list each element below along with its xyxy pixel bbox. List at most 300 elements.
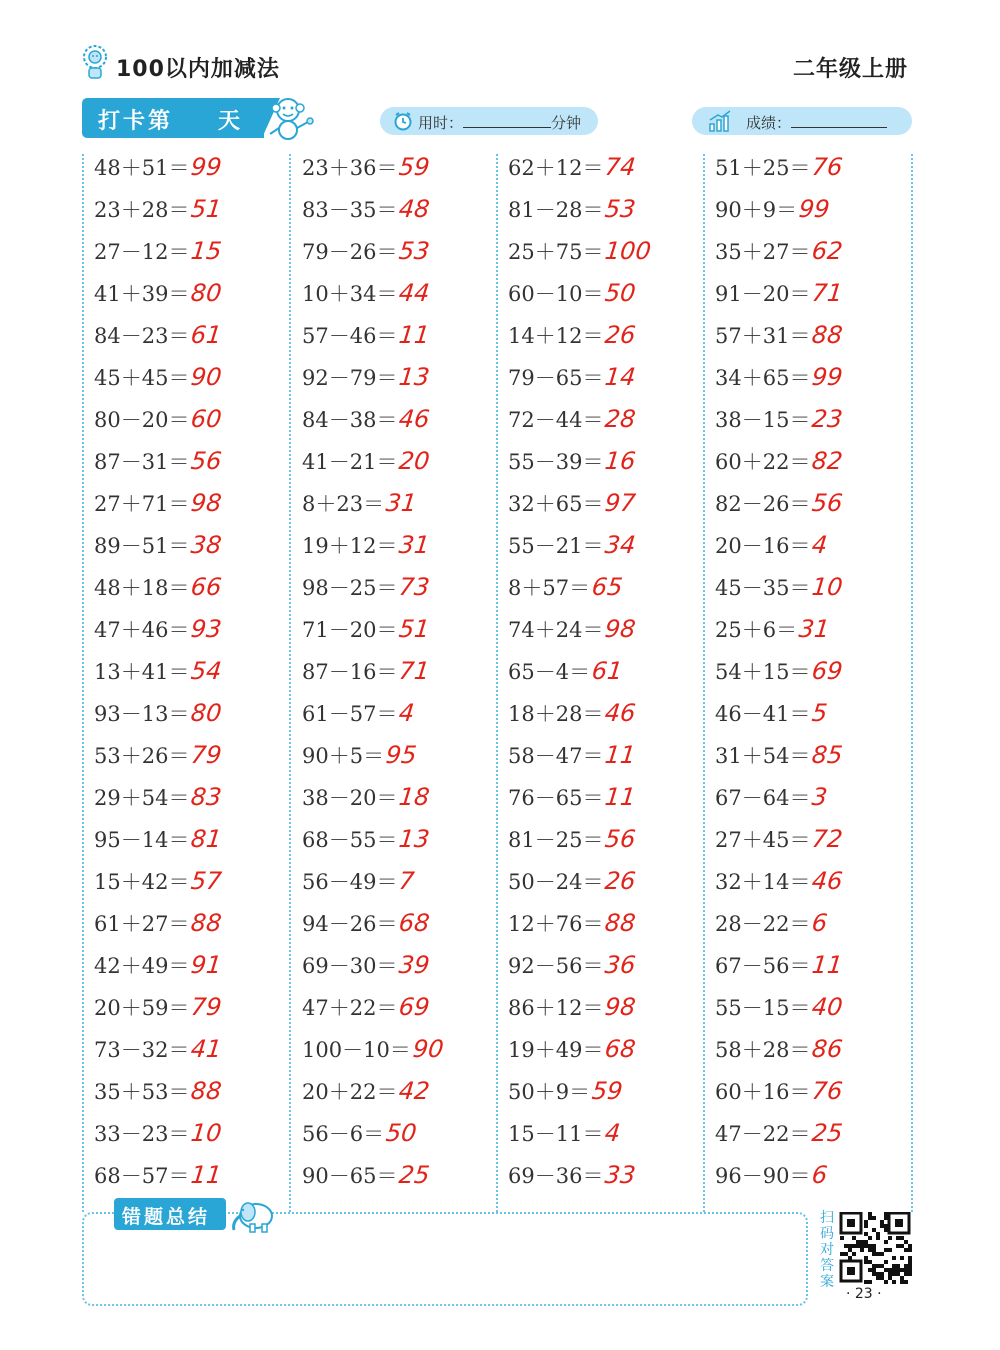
problem-equation: 74＋24＝: [508, 618, 604, 642]
problem-equation: 15－11＝: [508, 1122, 604, 1146]
problem-row: [94, 818, 284, 860]
handwritten-answer: 80: [189, 699, 224, 727]
handwritten-answer: 59: [590, 1077, 625, 1105]
handwritten-answer: 42: [397, 1077, 432, 1105]
column-divider: [496, 154, 498, 1212]
problem-equation: 60＋22＝: [715, 450, 811, 474]
problem-equation: 94－26＝: [302, 912, 398, 936]
page-number: · 23 ·: [846, 1286, 882, 1302]
problem-row: [715, 146, 907, 188]
problem-equation: 86＋12＝: [508, 996, 604, 1020]
checkin-prefix: 打卡第: [98, 109, 174, 134]
problem-row: [94, 398, 284, 440]
handwritten-answer: 68: [397, 909, 432, 937]
handwritten-answer: 46: [603, 699, 638, 727]
problem-row: [715, 440, 907, 482]
time-blank[interactable]: [463, 112, 551, 128]
handwritten-answer: 61: [590, 657, 625, 685]
problem-equation: 27＋45＝: [715, 828, 811, 852]
problem-row: [508, 692, 698, 734]
problem-row: [508, 398, 698, 440]
time-unit: 分钟: [551, 114, 582, 132]
handwritten-answer: 25: [397, 1161, 432, 1189]
handwritten-answer: 41: [189, 1035, 224, 1063]
handwritten-answer: 38: [189, 531, 224, 559]
handwritten-answer: 85: [810, 741, 845, 769]
problem-equation: 15＋42＝: [94, 870, 190, 894]
problem-row: [94, 692, 284, 734]
handwritten-answer: 11: [810, 951, 845, 979]
problem-equation: 47＋46＝: [94, 618, 190, 642]
problem-equation: 65－4＝: [508, 660, 591, 684]
problem-row: [715, 902, 907, 944]
problem-equation: 68－57＝: [94, 1164, 190, 1188]
handwritten-answer: 3: [810, 783, 830, 811]
handwritten-answer: 53: [603, 195, 638, 223]
problem-row: [302, 692, 492, 734]
problem-row: [508, 1154, 698, 1196]
handwritten-answer: 20: [397, 447, 432, 475]
problem-row: [94, 1070, 284, 1112]
problem-row: [508, 1112, 698, 1154]
handwritten-answer: 90: [189, 363, 224, 391]
handwritten-answer: 69: [810, 657, 845, 685]
problem-equation: 13＋41＝: [94, 660, 190, 684]
handwritten-answer: 90: [411, 1035, 445, 1063]
qr-code-icon[interactable]: [838, 1212, 914, 1284]
problem-equation: 69－30＝: [302, 954, 398, 978]
problem-equation: 34＋65＝: [715, 366, 811, 390]
problem-equation: 84－38＝: [302, 408, 398, 432]
problem-row: [508, 566, 698, 608]
problem-equation: 87－31＝: [94, 450, 190, 474]
handwritten-answer: 15: [189, 237, 224, 265]
handwritten-answer: 50: [384, 1119, 419, 1147]
handwritten-answer: 4: [603, 1119, 623, 1147]
handwritten-answer: 11: [603, 783, 638, 811]
problem-row: [302, 314, 492, 356]
problem-row: [715, 230, 907, 272]
handwritten-answer: 91: [189, 951, 224, 979]
handwritten-answer: 16: [603, 447, 638, 475]
problem-equation: 12＋76＝: [508, 912, 604, 936]
problem-row: [508, 440, 698, 482]
column-divider: [289, 154, 291, 1212]
problem-equation: 60－10＝: [508, 282, 604, 306]
problem-row: [94, 734, 284, 776]
problem-row: [302, 734, 492, 776]
problem-equation: 55－21＝: [508, 534, 604, 558]
handwritten-answer: 10: [189, 1119, 224, 1147]
problem-row: [302, 230, 492, 272]
handwritten-answer: 88: [189, 1077, 224, 1105]
problem-row: [94, 1112, 284, 1154]
problem-row: [94, 1154, 284, 1196]
problem-row: [302, 524, 492, 566]
handwritten-answer: 68: [603, 1035, 638, 1063]
problem-row: [508, 314, 698, 356]
problem-row: [302, 146, 492, 188]
problem-equation: 81－28＝: [508, 198, 604, 222]
problem-equation: 25＋6＝: [715, 618, 798, 642]
problem-row: [508, 230, 698, 272]
checkin-suffix: 天: [218, 109, 241, 134]
problem-equation: 84－23＝: [94, 324, 190, 348]
problem-equation: 83－35＝: [302, 198, 398, 222]
handwritten-answer: 60: [189, 405, 224, 433]
problem-row: [94, 482, 284, 524]
handwritten-answer: 10: [810, 573, 845, 601]
problem-row: [715, 566, 907, 608]
problem-equation: 71－20＝: [302, 618, 398, 642]
handwritten-answer: 82: [810, 447, 845, 475]
problem-equation: 20＋22＝: [302, 1080, 398, 1104]
problem-equation: 92－79＝: [302, 366, 398, 390]
handwritten-answer: 65: [590, 573, 625, 601]
problem-row: [94, 440, 284, 482]
problem-equation: 10＋34＝: [302, 282, 398, 306]
score-label: 成绩：: [746, 114, 792, 132]
handwritten-answer: 66: [189, 573, 224, 601]
problem-equation: 27－12＝: [94, 240, 190, 264]
problem-row: [94, 230, 284, 272]
handwritten-answer: 54: [189, 657, 224, 685]
problem-equation: 29＋54＝: [94, 786, 190, 810]
problem-row: [508, 734, 698, 776]
problem-equation: 56－6＝: [302, 1122, 385, 1146]
problem-row: [302, 356, 492, 398]
problem-equation: 38－20＝: [302, 786, 398, 810]
handwritten-answer: 6: [810, 1161, 830, 1189]
problem-equation: 67－56＝: [715, 954, 811, 978]
handwritten-answer: 93: [189, 615, 224, 643]
handwritten-answer: 31: [397, 531, 432, 559]
handwritten-answer: 57: [189, 867, 224, 895]
problem-row: [715, 776, 907, 818]
problem-equation: 79－65＝: [508, 366, 604, 390]
problem-equation: 47＋22＝: [302, 996, 398, 1020]
problem-equation: 57＋31＝: [715, 324, 811, 348]
problem-equation: 62＋12＝: [508, 156, 604, 180]
handwritten-answer: 74: [603, 153, 638, 181]
chart-icon: [708, 110, 732, 132]
handwritten-answer: 7: [397, 867, 417, 895]
problem-column-2: [302, 146, 492, 1196]
problem-equation: 61＋27＝: [94, 912, 190, 936]
mistake-summary-label: 错题总结: [122, 1206, 211, 1228]
score-blank[interactable]: [791, 112, 887, 128]
problem-row: [508, 902, 698, 944]
problem-column-4: [715, 146, 907, 1196]
problem-equation: 14＋12＝: [508, 324, 604, 348]
problem-row: [94, 188, 284, 230]
grade-label: 二年级上册: [792, 57, 908, 82]
handwritten-answer: 71: [397, 657, 432, 685]
handwritten-answer: 100: [603, 237, 653, 265]
handwritten-answer: 62: [810, 237, 845, 265]
problem-row: [715, 650, 907, 692]
problem-equation: 55－15＝: [715, 996, 811, 1020]
handwritten-answer: 6: [810, 909, 830, 937]
problem-row: [508, 188, 698, 230]
problem-row: [302, 776, 492, 818]
problem-equation: 58－47＝: [508, 744, 604, 768]
handwritten-answer: 88: [189, 909, 224, 937]
problem-equation: 56－49＝: [302, 870, 398, 894]
problem-equation: 33－23＝: [94, 1122, 190, 1146]
problem-equation: 72－44＝: [508, 408, 604, 432]
problem-equation: 48＋18＝: [94, 576, 190, 600]
problem-row: [302, 818, 492, 860]
handwritten-answer: 44: [397, 279, 432, 307]
handwritten-answer: 34: [603, 531, 638, 559]
handwritten-answer: 56: [810, 489, 845, 517]
handwritten-answer: 98: [603, 993, 638, 1021]
problem-row: [715, 1028, 907, 1070]
problem-equation: 23＋28＝: [94, 198, 190, 222]
problem-equation: 51＋25＝: [715, 156, 811, 180]
handwritten-answer: 46: [397, 405, 432, 433]
problem-row: [508, 1070, 698, 1112]
column-divider: [911, 154, 913, 1212]
handwritten-answer: 76: [810, 153, 845, 181]
problem-row: [94, 860, 284, 902]
problem-equation: 35＋53＝: [94, 1080, 190, 1104]
problem-row: [715, 860, 907, 902]
handwritten-answer: 51: [189, 195, 224, 223]
problem-row: [302, 1028, 492, 1070]
problem-equation: 47－22＝: [715, 1122, 811, 1146]
handwritten-answer: 80: [189, 279, 224, 307]
problem-row: [94, 356, 284, 398]
handwritten-answer: 11: [397, 321, 432, 349]
problem-equation: 69－36＝: [508, 1164, 604, 1188]
problem-equation: 23＋36＝: [302, 156, 398, 180]
problem-row: [302, 1112, 492, 1154]
problem-equation: 98－25＝: [302, 576, 398, 600]
problem-row: [302, 566, 492, 608]
problem-equation: 48＋51＝: [94, 156, 190, 180]
problem-row: [302, 188, 492, 230]
problem-row: [715, 1154, 907, 1196]
problem-row: [302, 986, 492, 1028]
handwritten-answer: 4: [810, 531, 830, 559]
problem-row: [508, 146, 698, 188]
problem-row: [94, 566, 284, 608]
handwritten-answer: 13: [397, 363, 432, 391]
handwritten-answer: 79: [189, 741, 224, 769]
problem-equation: 89－51＝: [94, 534, 190, 558]
clock-icon: [393, 111, 413, 131]
problem-equation: 61－57＝: [302, 702, 398, 726]
problem-row: [508, 1028, 698, 1070]
score-label-row: [746, 112, 887, 133]
problem-equation: 68－55＝: [302, 828, 398, 852]
problem-row: [302, 608, 492, 650]
handwritten-answer: 4: [397, 699, 417, 727]
problem-equation: 27＋71＝: [94, 492, 190, 516]
handwritten-answer: 69: [397, 993, 432, 1021]
problem-equation: 35＋27＝: [715, 240, 811, 264]
problem-row: [508, 356, 698, 398]
handwritten-answer: 56: [603, 825, 638, 853]
monkey-icon: [264, 94, 316, 142]
problem-equation: 90－65＝: [302, 1164, 398, 1188]
problem-equation: 19＋49＝: [508, 1038, 604, 1062]
handwritten-answer: 36: [603, 951, 638, 979]
problem-row: [715, 314, 907, 356]
handwritten-answer: 40: [810, 993, 845, 1021]
handwritten-answer: 26: [603, 867, 638, 895]
handwritten-answer: 18: [397, 783, 432, 811]
problem-equation: 55－39＝: [508, 450, 604, 474]
problem-row: [715, 1070, 907, 1112]
problem-row: [302, 440, 492, 482]
problem-equation: 60＋16＝: [715, 1080, 811, 1104]
handwritten-answer: 53: [397, 237, 432, 265]
handwritten-answer: 31: [797, 615, 832, 643]
handwritten-answer: 99: [810, 363, 845, 391]
elephant-icon: [226, 1196, 282, 1234]
problem-column-1: [94, 146, 284, 1196]
problem-row: [508, 650, 698, 692]
handwritten-answer: 88: [810, 321, 845, 349]
problem-row: [508, 524, 698, 566]
handwritten-answer: 61: [189, 321, 224, 349]
handwritten-answer: 5: [810, 699, 830, 727]
problem-equation: 79－26＝: [302, 240, 398, 264]
problem-equation: 82－26＝: [715, 492, 811, 516]
problem-equation: 87－16＝: [302, 660, 398, 684]
problem-row: [94, 902, 284, 944]
handwritten-answer: 99: [797, 195, 832, 223]
problem-row: [94, 1028, 284, 1070]
handwritten-answer: 33: [603, 1161, 638, 1189]
problem-row: [302, 398, 492, 440]
handwritten-answer: 98: [603, 615, 638, 643]
problem-equation: 80－20＝: [94, 408, 190, 432]
handwritten-answer: 50: [603, 279, 638, 307]
problem-equation: 45＋45＝: [94, 366, 190, 390]
problem-row: [508, 860, 698, 902]
handwritten-answer: 71: [810, 279, 845, 307]
problem-equation: 50＋9＝: [508, 1080, 591, 1104]
problem-row: [715, 734, 907, 776]
column-divider: [82, 154, 84, 1212]
handwritten-answer: 98: [189, 489, 224, 517]
handwritten-answer: 23: [810, 405, 845, 433]
problem-equation: 20＋59＝: [94, 996, 190, 1020]
problem-row: [302, 650, 492, 692]
problem-equation: 81－25＝: [508, 828, 604, 852]
handwritten-answer: 88: [603, 909, 638, 937]
problem-equation: 100－10＝: [302, 1038, 411, 1062]
handwritten-answer: 51: [397, 615, 432, 643]
problem-row: [302, 902, 492, 944]
problem-row: [94, 608, 284, 650]
problem-equation: 46－41＝: [715, 702, 811, 726]
problem-row: [508, 986, 698, 1028]
problem-row: [715, 986, 907, 1028]
problem-equation: 41－21＝: [302, 450, 398, 474]
problem-equation: 91－20＝: [715, 282, 811, 306]
problem-row: [715, 818, 907, 860]
handwritten-answer: 28: [603, 405, 638, 433]
handwritten-answer: 48: [397, 195, 432, 223]
problem-row: [302, 1070, 492, 1112]
time-label-row: [418, 112, 581, 133]
problem-row: [94, 650, 284, 692]
problem-equation: 25＋75＝: [508, 240, 604, 264]
handwritten-answer: 26: [603, 321, 638, 349]
problem-row: [94, 944, 284, 986]
problem-equation: 8＋23＝: [302, 492, 385, 516]
problem-row: [508, 272, 698, 314]
problem-equation: 18＋28＝: [508, 702, 604, 726]
problem-equation: 76－65＝: [508, 786, 604, 810]
problem-row: [508, 482, 698, 524]
problem-row: [302, 272, 492, 314]
handwritten-answer: 95: [384, 741, 419, 769]
problem-row: [94, 776, 284, 818]
problem-column-3: [508, 146, 698, 1196]
handwritten-answer: 11: [189, 1161, 224, 1189]
problem-row: [715, 692, 907, 734]
problem-row: [302, 860, 492, 902]
problem-equation: 32＋14＝: [715, 870, 811, 894]
problem-equation: 67－64＝: [715, 786, 811, 810]
problem-equation: 28－22＝: [715, 912, 811, 936]
problem-row: [94, 986, 284, 1028]
problem-row: [715, 272, 907, 314]
problem-equation: 92－56＝: [508, 954, 604, 978]
handwritten-answer: 73: [397, 573, 432, 601]
handwritten-answer: 14: [603, 363, 638, 391]
problem-equation: 90＋9＝: [715, 198, 798, 222]
problem-equation: 8＋57＝: [508, 576, 591, 600]
handwritten-answer: 56: [189, 447, 224, 475]
problem-equation: 93－13＝: [94, 702, 190, 726]
problem-equation: 90＋5＝: [302, 744, 385, 768]
problem-row: [94, 314, 284, 356]
problem-row: [508, 776, 698, 818]
problem-row: [302, 1154, 492, 1196]
problem-equation: 38－15＝: [715, 408, 811, 432]
handwritten-answer: 99: [189, 153, 224, 181]
handwritten-answer: 81: [189, 825, 224, 853]
handwritten-answer: 83: [189, 783, 224, 811]
problem-row: [715, 188, 907, 230]
problem-equation: 20－16＝: [715, 534, 811, 558]
handwritten-answer: 97: [603, 489, 638, 517]
problem-row: [715, 482, 907, 524]
handwritten-answer: 46: [810, 867, 845, 895]
problem-row: [94, 272, 284, 314]
handwritten-answer: 86: [810, 1035, 845, 1063]
problem-row: [715, 524, 907, 566]
handwritten-answer: 59: [397, 153, 432, 181]
problem-equation: 54＋15＝: [715, 660, 811, 684]
problem-equation: 41＋39＝: [94, 282, 190, 306]
problem-row: [508, 608, 698, 650]
problem-equation: 42＋49＝: [94, 954, 190, 978]
problem-equation: 57－46＝: [302, 324, 398, 348]
problem-row: [508, 818, 698, 860]
handwritten-answer: 13: [397, 825, 432, 853]
handwritten-answer: 76: [810, 1077, 845, 1105]
problem-row: [715, 356, 907, 398]
problem-equation: 96－90＝: [715, 1164, 811, 1188]
